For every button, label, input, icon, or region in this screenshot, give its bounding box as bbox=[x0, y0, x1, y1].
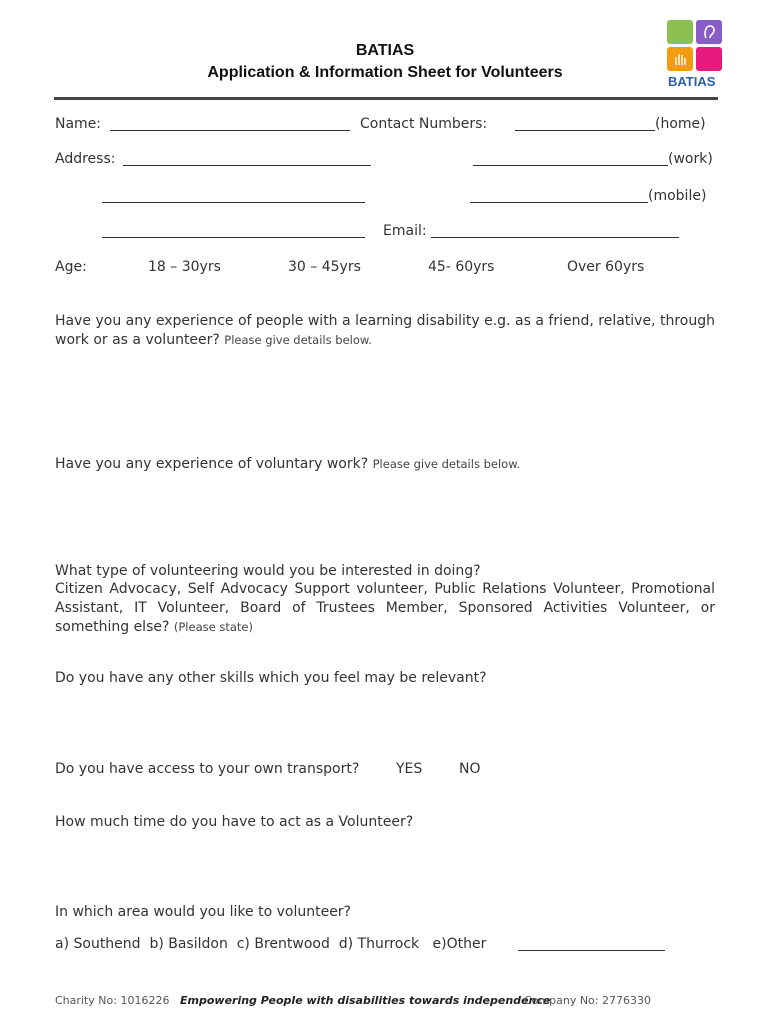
question-volunteering-type: What type of volunteering would you be interested in doing? bbox=[55, 563, 481, 579]
page-title: Application & Information Sheet for Volunteers bbox=[207, 64, 563, 81]
volunteering-types-list bbox=[55, 580, 715, 637]
transport-no-option[interactable]: NO bbox=[459, 761, 481, 777]
logo-text: BATIAS bbox=[668, 74, 716, 89]
address-field-2[interactable] bbox=[102, 202, 365, 203]
question-note: Please give details below. bbox=[372, 457, 521, 471]
question-note: (Please state) bbox=[173, 620, 253, 634]
mobile-label: (mobile) bbox=[648, 188, 707, 204]
other-area-field[interactable] bbox=[518, 950, 665, 951]
age-option[interactable]: Over 60yrs bbox=[567, 259, 645, 275]
question-voluntary-work bbox=[55, 456, 520, 472]
name-label: Name: bbox=[55, 116, 102, 132]
question-area: In which area would you like to volunteer? bbox=[55, 904, 351, 920]
address-field-3[interactable] bbox=[102, 237, 365, 238]
question-text: Have you any experience of voluntary work? bbox=[55, 456, 369, 472]
transport-yes-option[interactable]: YES bbox=[396, 761, 423, 777]
question-learning-disability bbox=[55, 312, 715, 350]
header-divider bbox=[54, 97, 718, 100]
email-label: Email: bbox=[383, 223, 427, 239]
address-label: Address: bbox=[55, 151, 116, 167]
name-field[interactable] bbox=[110, 130, 350, 131]
age-option[interactable]: 30 – 45yrs bbox=[288, 259, 361, 275]
question-other-skills: Do you have any other skills which you feel may be relevant? bbox=[55, 670, 487, 686]
area-options[interactable]: a) Southend b) Basildon c) Brentwood d) Thurrock e)Other bbox=[55, 936, 487, 952]
home-label: (home) bbox=[655, 116, 706, 132]
question-note: Please give details below. bbox=[224, 333, 372, 347]
age-option[interactable]: 45- 60yrs bbox=[428, 259, 495, 275]
ear-icon bbox=[696, 20, 722, 44]
question-time-available: How much time do you have to act as a Volunteer? bbox=[55, 814, 414, 830]
question-text: Citizen Advocacy, Self Advocacy Support volunteer, Public Relations Volunteer, Promotional Assistant, IT Volunteer, Board of Trustees Member, Sponsored Activities Volunteer, or something else? bbox=[55, 581, 715, 635]
footer-charity-number: Charity No: 1016226 bbox=[55, 994, 170, 1007]
org-title: BATIAS bbox=[355, 42, 415, 59]
question-text: Have you any experience of people with a learning disability e.g. as a friend, relative, through work or as a volunteer? bbox=[55, 313, 715, 348]
footer-slogan: Empowering People with disabilities towards independence bbox=[180, 994, 551, 1007]
work-phone-field[interactable] bbox=[473, 165, 668, 166]
email-field[interactable] bbox=[431, 237, 679, 238]
address-field-1[interactable] bbox=[123, 165, 371, 166]
age-option[interactable]: 18 – 30yrs bbox=[148, 259, 221, 275]
logo-square-green bbox=[667, 20, 693, 44]
home-phone-field[interactable] bbox=[515, 130, 655, 131]
work-label: (work) bbox=[668, 151, 713, 167]
mobile-phone-field[interactable] bbox=[470, 202, 648, 203]
footer-company-number: Company No: 2776330 bbox=[524, 994, 651, 1007]
age-label: Age: bbox=[55, 259, 87, 275]
question-transport: Do you have access to your own transport? bbox=[55, 761, 360, 777]
contact-numbers-label: Contact Numbers: bbox=[360, 116, 488, 132]
